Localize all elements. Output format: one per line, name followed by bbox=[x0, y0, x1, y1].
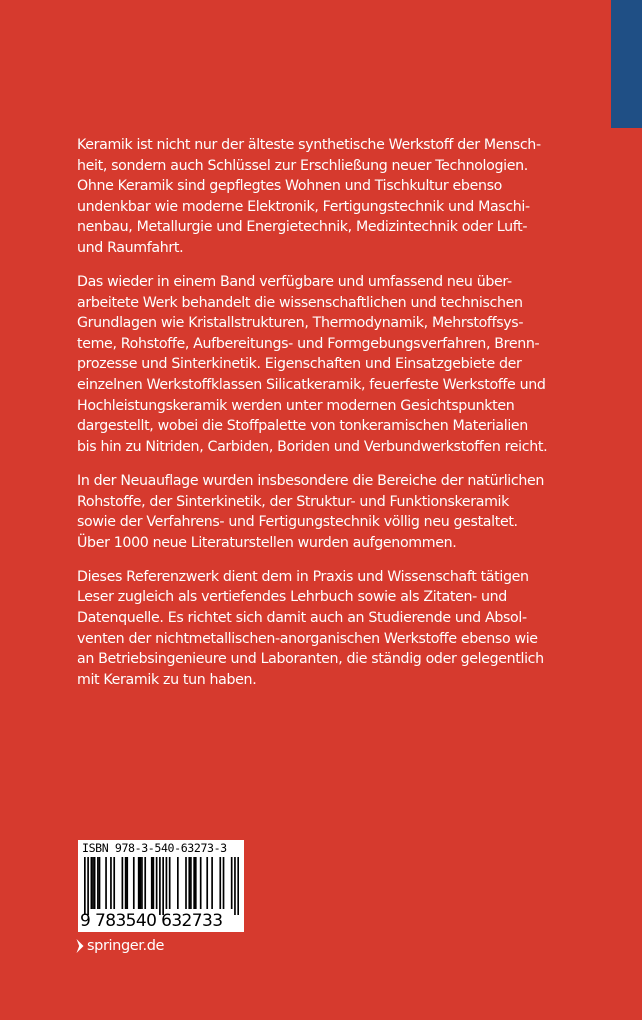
blurb-line: Grundlagen wie Kristallstrukturen, Thermodynamik, Mehrstoffsys- bbox=[77, 315, 524, 332]
blurb-line: Leser zugleich als vertiefendes Lehrbuch sowie als Zitaten- und bbox=[77, 589, 507, 606]
barcode-bar bbox=[122, 857, 124, 909]
blurb-line: nenbau, Metallurgie und Energietechnik, Medizintechnik oder Luft- bbox=[77, 219, 528, 236]
barcode-bar bbox=[169, 857, 171, 909]
barcode-bar bbox=[200, 857, 202, 909]
barcode-bar bbox=[190, 857, 192, 909]
barcode-bar bbox=[84, 857, 86, 915]
barcode-bars bbox=[84, 857, 239, 915]
barcode-bar bbox=[159, 857, 161, 915]
barcode-bar bbox=[223, 857, 225, 909]
barcode-bar bbox=[139, 857, 141, 909]
blurb-line: Hochleistungskeramik werden unter modernen Gesichtspunkten bbox=[77, 397, 515, 414]
blurb-line: Keramik ist nicht nur der älteste synthetische Werkstoff der Mensch- bbox=[77, 137, 541, 153]
barcode-bar bbox=[133, 857, 135, 909]
blurb-line: Datenquelle. Es richtet sich damit auch an Studierende und Absol- bbox=[77, 609, 527, 626]
blurb-paragraph-1 bbox=[77, 135, 547, 259]
barcode-bar bbox=[91, 857, 93, 909]
blurb-line: prozesse und Sinterkinetik. Eigenschaften und Einsatzgebiete der bbox=[77, 356, 522, 373]
barcode-bar bbox=[153, 857, 155, 909]
blurb-line: und Raumfahrt. bbox=[77, 239, 184, 256]
spine-tab bbox=[611, 0, 642, 128]
blurb-line: Rohstoffe, der Sinterkinetik, der Struktur- und Funktionskeramik bbox=[77, 493, 510, 510]
blurb-paragraph-3 bbox=[77, 471, 547, 553]
publisher-link[interactable] bbox=[76, 938, 164, 954]
barcode-bar bbox=[87, 857, 89, 915]
blurb-line: mit Keramik zu tun haben. bbox=[77, 671, 257, 688]
blurb-text bbox=[77, 135, 547, 704]
barcode-bar bbox=[110, 857, 112, 909]
blurb-line: bis hin zu Nitriden, Carbiden, Boriden und Verbundwerkstoffen reicht. bbox=[77, 438, 548, 455]
barcode-digits: 9 783540 632733 bbox=[80, 911, 223, 931]
barcode-bar bbox=[156, 857, 158, 909]
blurb-line: dargestellt, wobei die Stoffpalette von tonkeramischen Materialien bbox=[77, 418, 528, 435]
blurb-paragraph-2 bbox=[77, 272, 547, 457]
blurb-paragraph-4 bbox=[77, 567, 547, 691]
barcode-bar bbox=[99, 857, 101, 909]
barcode-bar bbox=[151, 857, 153, 909]
barcode-bar bbox=[185, 857, 187, 909]
barcode-bar bbox=[206, 857, 208, 909]
barcode-bar bbox=[211, 857, 213, 909]
barcode-bar bbox=[126, 857, 128, 909]
barcode-bar bbox=[125, 857, 127, 909]
barcode-bar bbox=[234, 857, 236, 915]
barcode-bar bbox=[162, 857, 164, 915]
blurb-line: In der Neuauflage wurden insbesondere die Bereiche der natürlichen bbox=[77, 472, 545, 489]
publisher-name: springer.de bbox=[87, 938, 165, 954]
barcode-bar bbox=[177, 857, 179, 909]
barcode-bar bbox=[237, 857, 239, 915]
blurb-line: Das wieder in einem Band verfügbare und umfassend neu über- bbox=[77, 274, 512, 291]
barcode-bar bbox=[105, 857, 107, 909]
blurb-line: Dieses Referenzwerk dient dem in Praxis und Wissenschaft tätigen bbox=[77, 568, 529, 585]
blurb-line: teme, Rohstoffe, Aufbereitungs- und Formgebungsverfahren, Brenn- bbox=[77, 335, 540, 352]
blurb-line: venten der nichtmetallischen-anorganischen Werkstoffe ebenso wie bbox=[77, 630, 538, 647]
chevron-right-icon bbox=[76, 938, 85, 954]
blurb-line: an Betriebsingenieure und Laboranten, die ständig oder gelegentlich bbox=[77, 651, 544, 668]
barcode-bar bbox=[193, 857, 195, 909]
blurb-line: Über 1000 neue Literaturstellen wurden aufgenommen. bbox=[77, 534, 457, 551]
barcode-bar bbox=[92, 857, 94, 909]
blurb-line: arbeitete Werk behandelt die wissenschaftlichen und technischen bbox=[77, 294, 523, 311]
blurb-line: heit, sondern auch Schlüssel zur Erschließung neuer Technologien. bbox=[77, 157, 528, 174]
barcode-bar bbox=[138, 857, 140, 909]
barcode-bar bbox=[144, 857, 146, 909]
barcode-bar bbox=[166, 857, 168, 909]
barcode-bar bbox=[231, 857, 233, 909]
barcode-bar bbox=[97, 857, 99, 909]
barcode-bar bbox=[188, 857, 190, 909]
barcode-bar bbox=[219, 857, 221, 909]
isbn-barcode bbox=[78, 840, 244, 932]
barcode-bar bbox=[195, 857, 197, 909]
barcode-bar bbox=[94, 857, 96, 909]
barcode-bar bbox=[113, 857, 115, 909]
barcode-bar bbox=[141, 857, 143, 909]
blurb-line: einzelnen Werkstoffklassen Silicatkeramik, feuerfeste Werkstoffe und bbox=[77, 377, 546, 394]
blurb-line: Ohne Keramik sind gepflegtes Wohnen und Tischkultur ebenso bbox=[77, 178, 502, 195]
blurb-line: sowie der Verfahrens- und Fertigungstechnik völlig neu gestaltet. bbox=[77, 514, 518, 531]
blurb-line: undenkbar wie moderne Elektronik, Fertigungstechnik und Maschi- bbox=[77, 198, 530, 215]
isbn-label: ISBN 978-3-540-63273-3 bbox=[82, 841, 227, 855]
